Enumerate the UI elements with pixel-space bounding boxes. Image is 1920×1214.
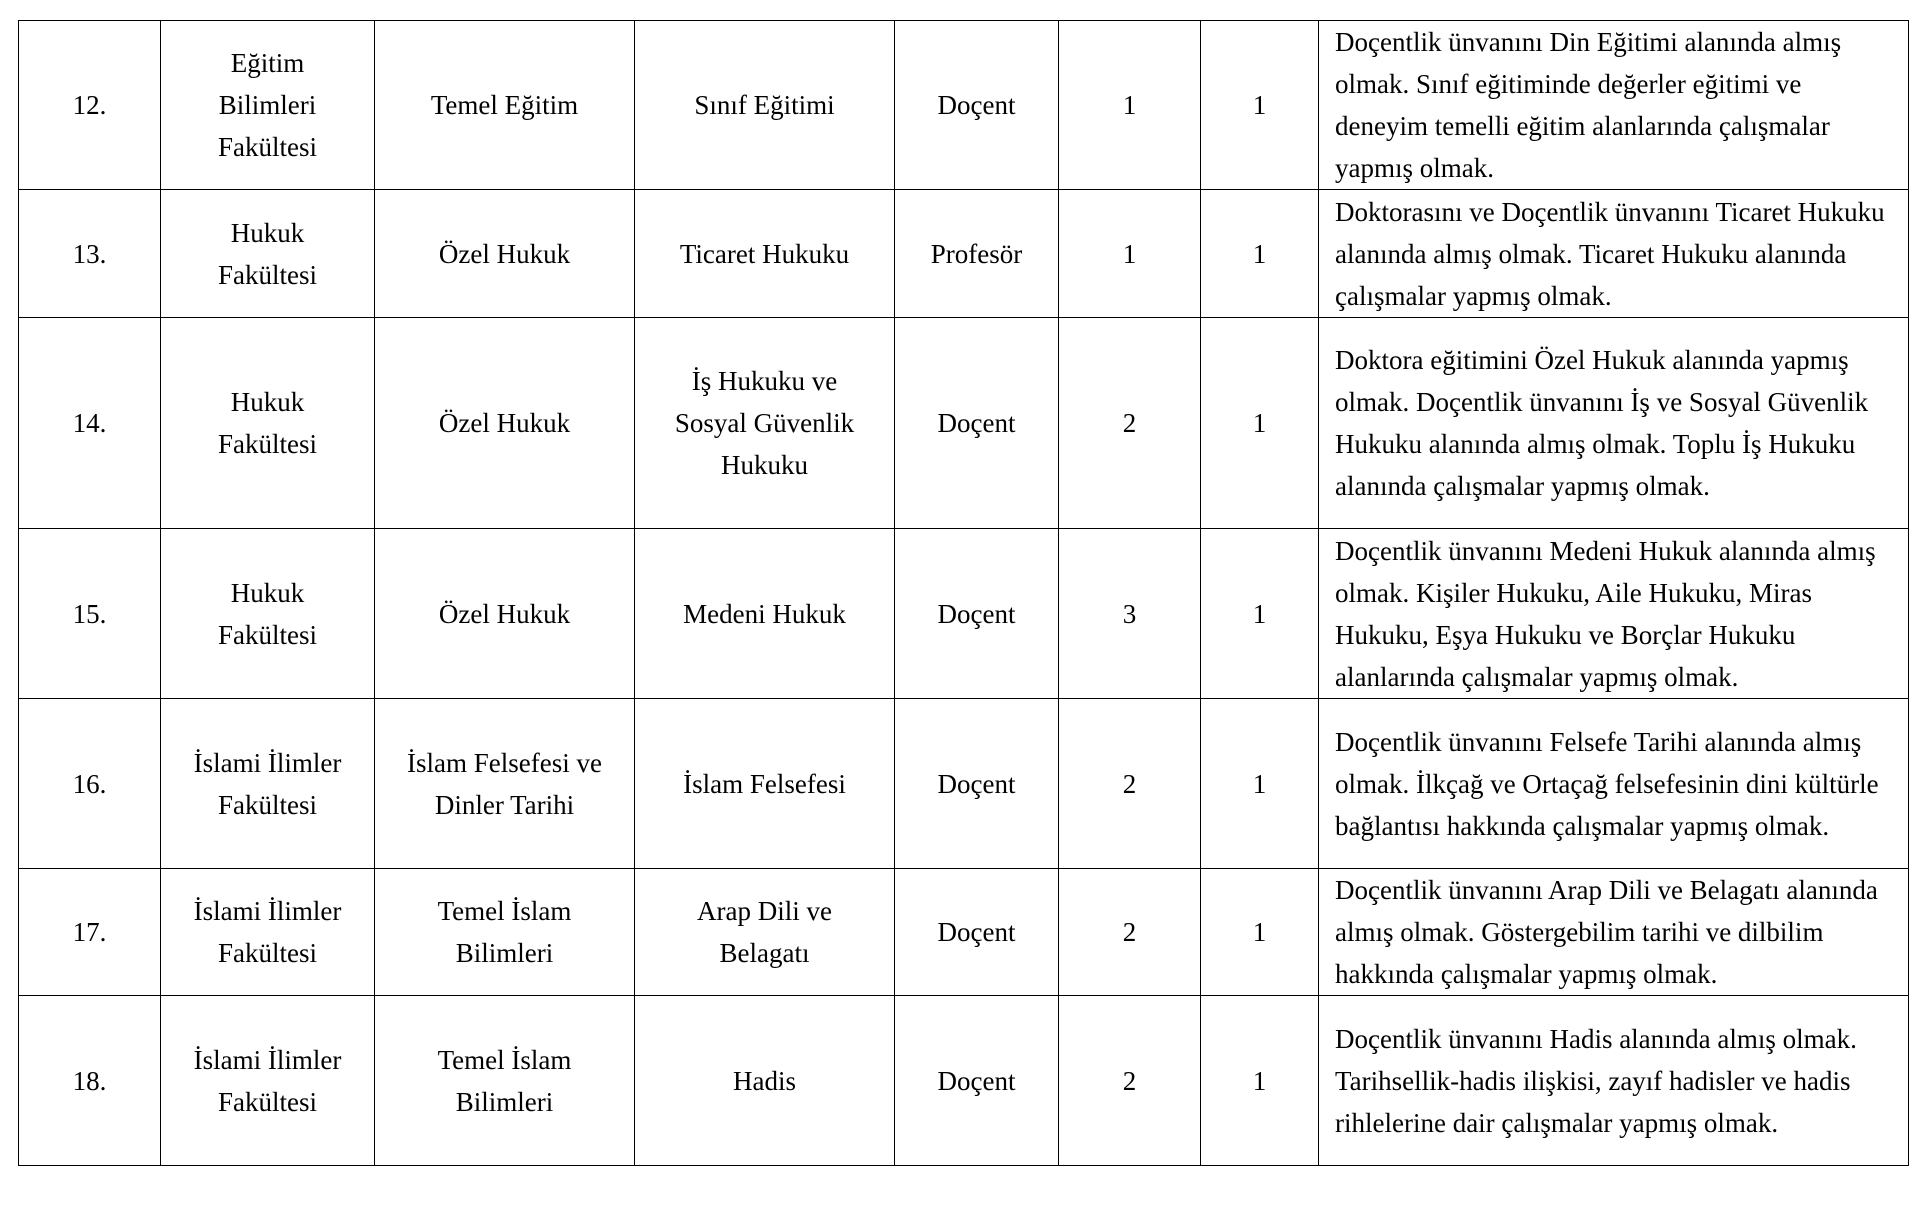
faculty-cell: İslami İlimler Fakültesi: [161, 699, 375, 869]
department-cell: Özel Hukuk: [375, 318, 635, 529]
row-number: 18.: [19, 996, 161, 1166]
department-cell: Temel İslam Bilimleri: [375, 869, 635, 996]
faculty-cell: Hukuk Fakültesi: [161, 529, 375, 699]
table-row: [19, 21, 1909, 190]
count-cell: 1: [1201, 190, 1319, 318]
table-row: [19, 318, 1909, 529]
requirements-cell: Doktorasını ve Doçentlik ünvanını Ticaret Hukuku alanında almış olmak. Ticaret Hukuku alanında çalışmalar yapmış olmak.: [1319, 190, 1909, 318]
title-cell: Doçent: [895, 318, 1059, 529]
level-cell: 2: [1059, 996, 1201, 1166]
row-number: 14.: [19, 318, 161, 529]
level-cell: 2: [1059, 699, 1201, 869]
count-cell: 1: [1201, 21, 1319, 190]
field-cell: Medeni Hukuk: [635, 529, 895, 699]
requirements-cell: Doçentlik ünvanını Felsefe Tarihi alanında almış olmak. İlkçağ ve Ortaçağ felsefesinin dini kültürle bağlantısı hakkında çalışmalar yapmış olmak.: [1319, 699, 1909, 869]
row-number: 16.: [19, 699, 161, 869]
department-cell: Temel İslam Bilimleri: [375, 996, 635, 1166]
field-cell: İslam Felsefesi: [635, 699, 895, 869]
requirements-cell: Doçentlik ünvanını Medeni Hukuk alanında almış olmak. Kişiler Hukuku, Aile Hukuku, Miras Hukuku, Eşya Hukuku ve Borçlar Hukuku alanlarında çalışmalar yapmış olmak.: [1319, 529, 1909, 699]
title-cell: Doçent: [895, 529, 1059, 699]
count-cell: 1: [1201, 996, 1319, 1166]
count-cell: 1: [1201, 318, 1319, 529]
requirements-cell: Doçentlik ünvanını Hadis alanında almış olmak. Tarihsellik-hadis ilişkisi, zayıf hadisler ve hadis rihlelerine dair çalışmalar yapmış olmak.: [1319, 996, 1909, 1166]
row-number: 15.: [19, 529, 161, 699]
department-cell: Özel Hukuk: [375, 529, 635, 699]
faculty-cell: Hukuk Fakültesi: [161, 318, 375, 529]
faculty-cell: İslami İlimler Fakültesi: [161, 869, 375, 996]
title-cell: Doçent: [895, 996, 1059, 1166]
faculty-cell: İslami İlimler Fakültesi: [161, 996, 375, 1166]
department-cell: Özel Hukuk: [375, 190, 635, 318]
department-cell: Temel Eğitim: [375, 21, 635, 190]
table-row: [19, 869, 1909, 996]
positions-table: [18, 20, 1909, 1166]
field-cell: İş Hukuku ve Sosyal Güvenlik Hukuku: [635, 318, 895, 529]
faculty-cell: Eğitim Bilimleri Fakültesi: [161, 21, 375, 190]
count-cell: 1: [1201, 869, 1319, 996]
requirements-cell: Doktora eğitimini Özel Hukuk alanında yapmış olmak. Doçentlik ünvanını İş ve Sosyal Güvenlik Hukuku alanında almış olmak. Toplu İş Hukuku alanında çalışmalar yapmış olmak.: [1319, 318, 1909, 529]
level-cell: 2: [1059, 318, 1201, 529]
count-cell: 1: [1201, 529, 1319, 699]
table-row: [19, 190, 1909, 318]
requirements-cell: Doçentlik ünvanını Din Eğitimi alanında almış olmak. Sınıf eğitiminde değerler eğitimi ve deneyim temelli eğitim alanlarında çalışmalar yapmış olmak.: [1319, 21, 1909, 190]
requirements-cell: Doçentlik ünvanını Arap Dili ve Belagatı alanında almış olmak. Göstergebilim tarihi ve dilbilim hakkında çalışmalar yapmış olmak.: [1319, 869, 1909, 996]
title-cell: Doçent: [895, 869, 1059, 996]
row-number: 12.: [19, 21, 161, 190]
field-cell: Sınıf Eğitimi: [635, 21, 895, 190]
field-cell: Ticaret Hukuku: [635, 190, 895, 318]
row-number: 13.: [19, 190, 161, 318]
level-cell: 2: [1059, 869, 1201, 996]
title-cell: Doçent: [895, 699, 1059, 869]
title-cell: Profesör: [895, 190, 1059, 318]
title-cell: Doçent: [895, 21, 1059, 190]
faculty-cell: Hukuk Fakültesi: [161, 190, 375, 318]
table-row: [19, 996, 1909, 1166]
row-number: 17.: [19, 869, 161, 996]
table-row: [19, 529, 1909, 699]
level-cell: 1: [1059, 190, 1201, 318]
department-cell: İslam Felsefesi ve Dinler Tarihi: [375, 699, 635, 869]
field-cell: Hadis: [635, 996, 895, 1166]
level-cell: 3: [1059, 529, 1201, 699]
field-cell: Arap Dili ve Belagatı: [635, 869, 895, 996]
level-cell: 1: [1059, 21, 1201, 190]
count-cell: 1: [1201, 699, 1319, 869]
table-row: [19, 699, 1909, 869]
